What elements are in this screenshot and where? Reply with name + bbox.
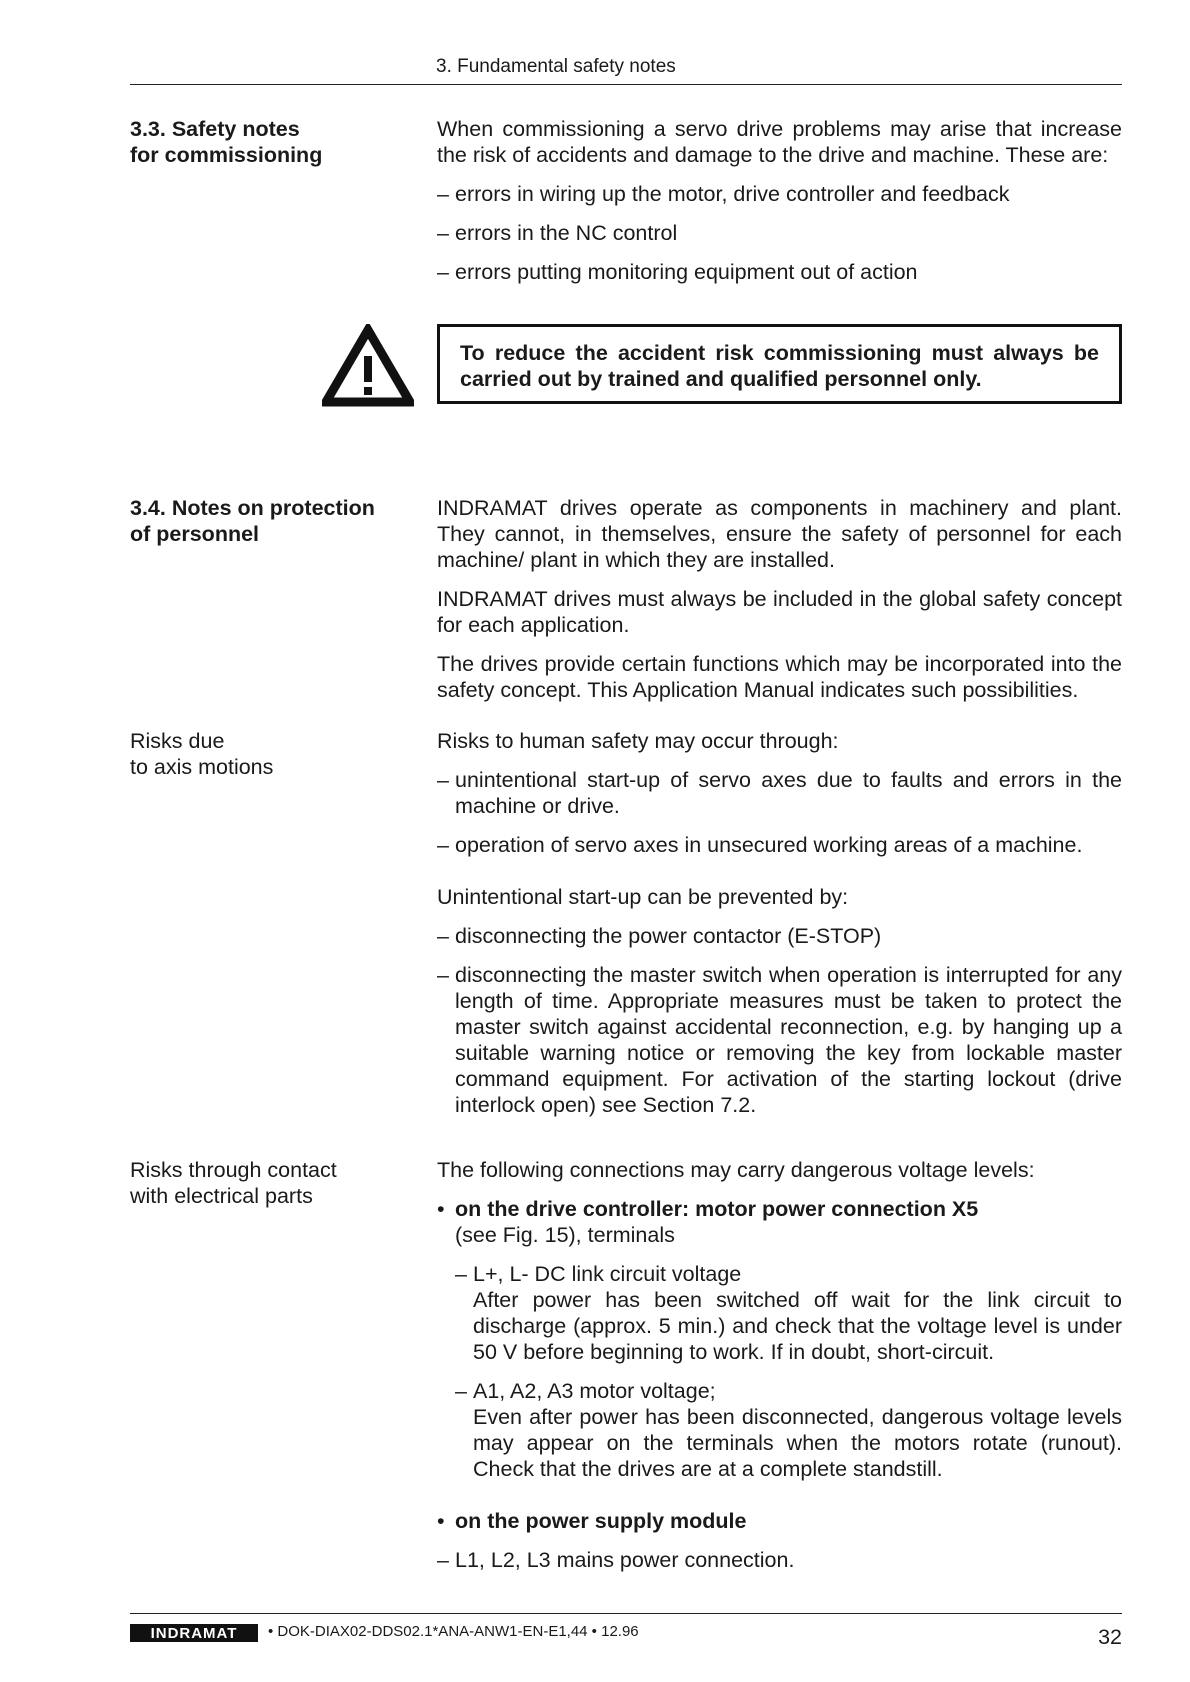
list-item: – disconnecting the power contactor (E-STOP) — [437, 924, 882, 948]
bullet-item: • on the drive controller: motor power connection X5 (see Fig. 15), terminals — [437, 1197, 979, 1247]
svg-text:INDRAMAT: INDRAMAT — [150, 1625, 238, 1642]
list-item: – A1, A2, A3 motor voltage; Even after power has been disconnected, dangerous voltage levels may appear on the terminals when the motors rotate (runout). Check that the drives are at a complete standstill. — [455, 1379, 1122, 1481]
paragraph: The following connections may carry dangerous voltage levels: — [437, 1158, 1035, 1182]
page-header — [130, 52, 1122, 85]
section-3-3-heading: 3.3. Safety notes for commissioning — [130, 117, 323, 167]
list-item: – errors putting monitoring equipment out of action — [437, 260, 918, 284]
section-3-4-body — [437, 495, 1122, 716]
paragraph: Risks to human safety may occur through: — [437, 729, 839, 753]
header-title: 3. Fundamental safety notes — [436, 56, 676, 77]
list-item: – operation of servo axes in unsecured working areas of a machine. — [437, 833, 1083, 857]
document-code: • DOK-DIAX02-DDS02.1*ANA-ANW1-EN-E1,44 • 12.96 — [268, 1623, 639, 1640]
axis-risks-body — [437, 728, 1122, 1131]
list-item: – disconnecting the master switch when operation is interrupted for any length of time. Appropriate measures must be taken to protect the master switch against accidental reconnection, e.g. by hanging up a suitable warning notice or removing the key from lockable master command equipment. For activation of the starting lockout (drive interlock open) see Section 7.2. — [437, 963, 1122, 1117]
list-item: – L+, L- DC link circuit voltage After power has been switched off wait for the link circuit to discharge (approx. 5 min.) and check that the voltage level is under 50 V before beginning to work. If in doubt, short-circuit. — [455, 1262, 1122, 1364]
list-item: – errors in wiring up the motor, drive controller and feedback — [437, 182, 1010, 206]
paragraph: The drives provide certain functions which may be incorporated into the safety concept. This Application Manual indicates such possibilities. — [437, 652, 1122, 702]
warning-triangle-icon — [322, 324, 414, 408]
paragraph: INDRAMAT drives must always be included in the global safety concept for each application. — [437, 587, 1122, 637]
paragraph: INDRAMAT drives operate as components in machinery and plant. They cannot, in themselves, ensure the safety of personnel for each machine/ plant in which they are installed. — [437, 496, 1122, 572]
axis-risks-label: Risks due to axis motions — [130, 729, 274, 779]
section-3-3-body — [437, 116, 1122, 298]
indramat-logo — [130, 1624, 258, 1642]
list-item: – unintentional start-up of servo axes due to faults and errors in the machine or drive. — [437, 768, 1122, 818]
section-3-3-intro: When commissioning a servo drive problems may arise that increase the risk of accidents and damage to the drive and machine. These are: — [437, 117, 1122, 167]
bullet-item: • on the power supply module — [437, 1509, 747, 1533]
section-3-4-heading: 3.4. Notes on protection of personnel — [130, 496, 375, 546]
paragraph: Unintentional start-up can be prevented by: — [437, 885, 849, 909]
electrical-risks-label: Risks through contact with electrical parts — [130, 1158, 337, 1208]
electrical-risks-body — [437, 1157, 1122, 1586]
list-item: – L1, L2, L3 mains power connection. — [437, 1548, 795, 1572]
list-item: – errors in the NC control — [437, 221, 678, 245]
page-number: 32 — [1098, 1625, 1122, 1649]
warning-box: To reduce the accident risk commissioning must always be carried out by trained and qualified personnel only. — [437, 324, 1122, 404]
page-footer — [130, 1613, 1122, 1654]
